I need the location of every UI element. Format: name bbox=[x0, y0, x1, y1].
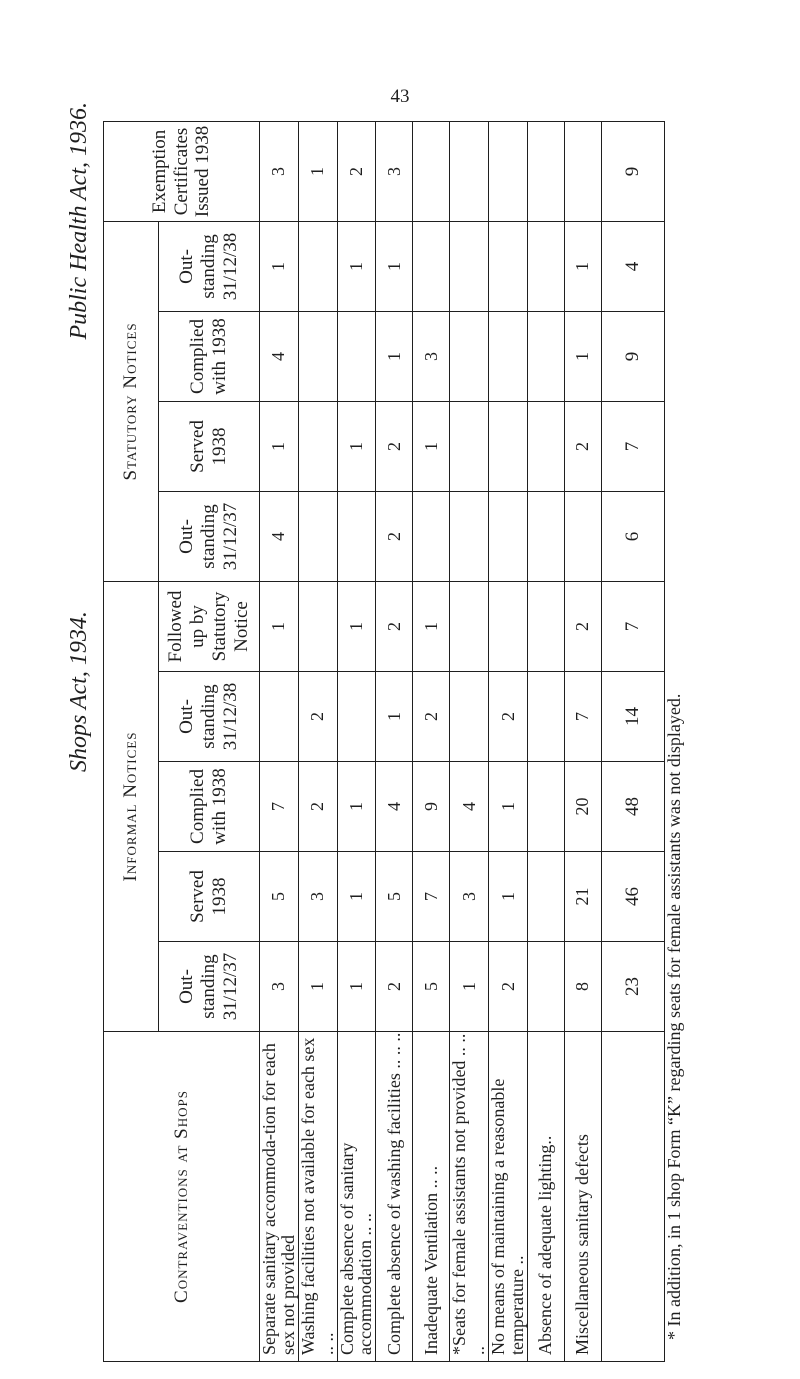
statutory-col-header: Out-standing 31/12/38 bbox=[159, 221, 260, 311]
statutory-col-header: Served 1938 bbox=[159, 401, 260, 491]
statutory-col-header: Out-standing 31/12/37 bbox=[159, 491, 260, 581]
row-label: Absence of adequate lighting.. bbox=[527, 1032, 564, 1362]
total-cell: 4 bbox=[601, 221, 664, 311]
table-cell bbox=[450, 221, 489, 311]
table-cell bbox=[489, 401, 528, 491]
row-label: Separate sanitary accommoda-tion for each sex not provided bbox=[260, 1032, 299, 1362]
table-row bbox=[376, 121, 413, 1361]
table-cell: 3 bbox=[450, 852, 489, 942]
totals-row bbox=[601, 121, 664, 1361]
table-cell bbox=[298, 401, 337, 491]
table-row bbox=[564, 121, 601, 1361]
table-cell bbox=[527, 581, 564, 671]
table-cell: 5 bbox=[260, 852, 299, 942]
table-cell bbox=[527, 401, 564, 491]
table-cell: 1 bbox=[298, 121, 337, 221]
total-cell: 46 bbox=[601, 852, 664, 942]
table-cell: 3 bbox=[298, 852, 337, 942]
table-cell: 2 bbox=[564, 401, 601, 491]
table-cell bbox=[450, 401, 489, 491]
table-cell bbox=[489, 311, 528, 401]
table-cell bbox=[450, 491, 489, 581]
row-label: Miscellaneous sanitary defects bbox=[564, 1032, 601, 1362]
total-cell: 9 bbox=[601, 121, 664, 221]
table-cell: 7 bbox=[564, 672, 601, 762]
table-cell: 20 bbox=[564, 762, 601, 852]
table-cell: 1 bbox=[376, 221, 413, 311]
table-cell: 1 bbox=[376, 311, 413, 401]
informal-col-header: Followed up by Statutory Notice bbox=[159, 581, 260, 671]
row-label: Inadequate Ventilation .. .. bbox=[413, 1032, 450, 1362]
table-cell: 1 bbox=[489, 762, 528, 852]
table-cell: 2 bbox=[413, 672, 450, 762]
row-label: *Seats for female assistants not provided .. .. .. bbox=[450, 1032, 489, 1362]
row-label: Complete absence of sanitary accommodation .. .. bbox=[337, 1032, 376, 1362]
table-cell: 4 bbox=[450, 762, 489, 852]
table-cell bbox=[564, 491, 601, 581]
table-cell: 2 bbox=[376, 491, 413, 581]
table-cell: 7 bbox=[260, 762, 299, 852]
table-cell: 4 bbox=[260, 311, 299, 401]
table-cell bbox=[527, 762, 564, 852]
table-cell: 1 bbox=[260, 581, 299, 671]
notices-table bbox=[103, 121, 665, 1362]
total-cell: 6 bbox=[601, 491, 664, 581]
table-cell bbox=[527, 672, 564, 762]
table-cell bbox=[260, 672, 299, 762]
running-title-left: Shops Act, 1934. bbox=[66, 611, 92, 772]
table-cell: 1 bbox=[337, 221, 376, 311]
table-cell bbox=[527, 491, 564, 581]
table-cell: 1 bbox=[337, 762, 376, 852]
statutory-notices-header: Statutory Notices bbox=[104, 221, 159, 581]
table-cell: 1 bbox=[564, 311, 601, 401]
table-cell: 2 bbox=[298, 672, 337, 762]
table-row bbox=[450, 121, 489, 1361]
footnote: * In addition, in 1 shop Form “K” regarding seats for female assistants was not displayed. bbox=[664, 693, 684, 1340]
table-cell bbox=[489, 491, 528, 581]
table-cell bbox=[413, 221, 450, 311]
table-cell bbox=[489, 221, 528, 311]
table-cell: 1 bbox=[260, 401, 299, 491]
total-cell: 7 bbox=[601, 581, 664, 671]
table-cell bbox=[337, 491, 376, 581]
table-row bbox=[298, 121, 337, 1361]
table-cell bbox=[337, 311, 376, 401]
row-label: No means of maintaining a reasonable temperature .. bbox=[489, 1032, 528, 1362]
table-cell: 9 bbox=[413, 762, 450, 852]
table-cell: 1 bbox=[450, 942, 489, 1032]
table-cell: 1 bbox=[489, 852, 528, 942]
table-cell bbox=[413, 491, 450, 581]
table-cell: 2 bbox=[376, 401, 413, 491]
table-cell: 1 bbox=[298, 942, 337, 1032]
total-cell: 7 bbox=[601, 401, 664, 491]
table-cell bbox=[489, 581, 528, 671]
table-cell: 1 bbox=[376, 672, 413, 762]
table-cell: 2 bbox=[489, 942, 528, 1032]
table-cell: 1 bbox=[337, 942, 376, 1032]
table-body bbox=[260, 121, 665, 1361]
table-cell bbox=[527, 221, 564, 311]
informal-col-header: Complied with 1938 bbox=[159, 762, 260, 852]
table-cell bbox=[337, 672, 376, 762]
table-cell bbox=[413, 121, 450, 221]
table-cell: 2 bbox=[489, 672, 528, 762]
table-cell: 2 bbox=[376, 942, 413, 1032]
total-cell: 48 bbox=[601, 762, 664, 852]
table-cell bbox=[489, 121, 528, 221]
row-label: Washing facilities not available for each sex .. .. bbox=[298, 1032, 337, 1362]
table-cell bbox=[527, 942, 564, 1032]
informal-col-header: Out-standing 31/12/37 bbox=[159, 942, 260, 1032]
table-cell: 2 bbox=[298, 762, 337, 852]
table-cell bbox=[450, 121, 489, 221]
table-cell: 4 bbox=[376, 762, 413, 852]
table-cell: 5 bbox=[376, 852, 413, 942]
table-cell: 1 bbox=[337, 852, 376, 942]
table-cell bbox=[298, 221, 337, 311]
total-cell: 23 bbox=[601, 942, 664, 1032]
table-cell: 1 bbox=[413, 401, 450, 491]
informal-notices-header: Informal Notices bbox=[104, 581, 159, 1031]
table-cell bbox=[450, 311, 489, 401]
table-cell bbox=[298, 311, 337, 401]
table-cell bbox=[298, 581, 337, 671]
total-cell: 14 bbox=[601, 672, 664, 762]
table-cell bbox=[527, 852, 564, 942]
running-title-right: Public Health Act, 1936. bbox=[66, 102, 92, 340]
table-cell: 2 bbox=[564, 581, 601, 671]
table-cell: 8 bbox=[564, 942, 601, 1032]
table-cell: 2 bbox=[337, 121, 376, 221]
table-row bbox=[337, 121, 376, 1361]
table-cell: 3 bbox=[260, 942, 299, 1032]
table-cell: 3 bbox=[413, 311, 450, 401]
table-cell: 2 bbox=[376, 581, 413, 671]
informal-col-header: Out-standing 31/12/38 bbox=[159, 672, 260, 762]
table-cell bbox=[564, 121, 601, 221]
informal-col-header: Served 1938 bbox=[159, 852, 260, 942]
table-cell: 1 bbox=[260, 221, 299, 311]
table-cell: 1 bbox=[337, 401, 376, 491]
table-row bbox=[489, 121, 528, 1361]
table-row bbox=[413, 121, 450, 1361]
table-cell bbox=[298, 491, 337, 581]
table-cell bbox=[450, 581, 489, 671]
table-cell bbox=[527, 311, 564, 401]
totals-label-cell bbox=[601, 1032, 664, 1362]
total-cell: 9 bbox=[601, 311, 664, 401]
notices-table-rotated bbox=[103, 122, 651, 1362]
table-row bbox=[260, 121, 299, 1361]
table-cell: 1 bbox=[564, 221, 601, 311]
table-cell: 3 bbox=[260, 121, 299, 221]
table-cell: 7 bbox=[413, 852, 450, 942]
row-label: Complete absence of washing facilities .. .. .. bbox=[376, 1032, 413, 1362]
table-cell bbox=[450, 672, 489, 762]
exemption-header: Exemption Certificates Issued 1938 bbox=[104, 121, 260, 221]
table-cell: 21 bbox=[564, 852, 601, 942]
table-cell: 4 bbox=[260, 491, 299, 581]
table-cell: 1 bbox=[413, 581, 450, 671]
table-cell: 1 bbox=[337, 581, 376, 671]
table-cell: 5 bbox=[413, 942, 450, 1032]
statutory-col-header: Complied with 1938 bbox=[159, 311, 260, 401]
table-cell bbox=[527, 121, 564, 221]
page-number: 43 bbox=[390, 86, 410, 107]
table-row bbox=[527, 121, 564, 1361]
contraventions-header: Contraventions at Shops bbox=[104, 1032, 260, 1362]
table-cell: 3 bbox=[376, 121, 413, 221]
